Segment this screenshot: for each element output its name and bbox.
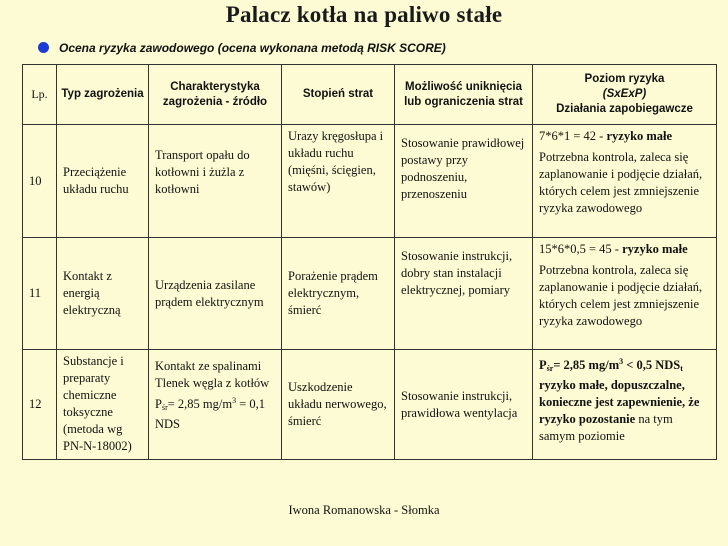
header-lp: Lp.	[23, 65, 57, 125]
row-mozliwosc: Stosowanie instrukcji, prawidłowa wentylacja	[395, 350, 533, 460]
char-p-sub: śr	[161, 403, 168, 412]
risk-calc: 7*6*1 = 42 -	[539, 129, 607, 143]
risk-tail: na tym samym poziomie	[539, 412, 673, 443]
row-stopien: Porażenie prądem elektrycznym, śmierć	[282, 238, 395, 350]
table-header-row	[23, 65, 717, 125]
char-sup: 3	[232, 396, 237, 405]
header-mozliwosc: Możliwość uniknięcia lub ograniczenia strat	[395, 65, 533, 125]
table-row	[23, 125, 717, 238]
footer-author: Iwona Romanowska - Słomka	[288, 503, 440, 517]
row-poziom	[533, 125, 717, 238]
row-typ: Kontakt z energią elektryczną	[57, 238, 149, 350]
table-row	[23, 350, 717, 460]
row-poziom	[533, 238, 717, 350]
header-charakterystyka: Charakterystyka zagrożenia - źródło	[149, 65, 282, 125]
risk-p: P	[539, 358, 547, 372]
row-lp: 11	[23, 238, 57, 350]
char-text: Kontakt ze spalinami Tlenek węgla z kotłów	[155, 359, 270, 390]
header-typ: Typ zagrożenia	[57, 65, 149, 125]
char-nds: = 0,1 NDS	[155, 397, 266, 431]
subtitle	[38, 41, 446, 55]
risk-value: = 2,85 mg/m	[553, 358, 620, 372]
char-p: P	[155, 397, 162, 411]
header-poziom	[533, 65, 717, 125]
bullet-icon	[38, 42, 49, 53]
row-charakterystyka: Transport opału do kotłowni i żużla z kotłowni	[149, 125, 282, 238]
header-poziom-line2: (SxExP)	[602, 88, 647, 100]
risk-label: ryzyko małe	[622, 242, 688, 256]
risk-label: ryzyko małe, dopuszczalne, konieczne jest zapewnienie, że ryzyko pozostanie	[539, 378, 700, 426]
row-stopien: Uszkodzenie układu nerwowego, śmierć	[282, 350, 395, 460]
header-poziom-line1: Poziom ryzyka	[584, 73, 665, 85]
row-mozliwosc: Stosowanie prawidłowej postawy przy podnoszeniu, przenoszeniu	[395, 125, 533, 238]
risk-table	[22, 64, 717, 460]
row-lp: 10	[23, 125, 57, 238]
risk-calc: 15*6*0,5 = 45 -	[539, 242, 623, 256]
risk-nds: < 0,5 NDS	[623, 358, 681, 372]
risk-p-sub: śr	[546, 364, 554, 373]
subtitle-text: Ocena ryzyka zawodowego (ocena wykonana metodą RISK SCORE)	[59, 41, 446, 55]
risk-desc: Potrzebna kontrola, zaleca się zaplanowanie i podjęcie działań, których celem jest zmniejszenie ryzyka zawodowego	[539, 263, 703, 328]
row-charakterystyka	[149, 350, 282, 460]
row-lp: 12	[23, 350, 57, 460]
row-typ: Substancje i preparaty chemiczne toksyczne (metoda wg PN-N-18002)	[57, 350, 149, 460]
char-value: = 2,85 mg/m	[167, 397, 233, 411]
row-charakterystyka: Urządzenia zasilane prądem elektrycznym	[149, 238, 282, 350]
page-title: Palacz kotła na paliwo stałe	[225, 2, 503, 27]
risk-nds-sub: t	[680, 364, 683, 373]
risk-desc: Potrzebna kontrola, zaleca się zaplanowanie i podjęcie działań, których celem jest zmniejszenie ryzyka zawodowego	[539, 150, 703, 215]
table-row	[23, 238, 717, 350]
header-stopien: Stopień strat	[282, 65, 395, 125]
row-typ: Przeciążenie układu ruchu	[57, 125, 149, 238]
row-poziom	[533, 350, 717, 460]
row-stopien: Urazy kręgosłupa i układu ruchu (mięśni, ścięgien, stawów)	[282, 125, 395, 238]
risk-sup: 3	[619, 357, 624, 366]
risk-label: ryzyko małe	[606, 129, 673, 143]
row-mozliwosc: Stosowanie instrukcji, dobry stan instalacji elektrycznej, pomiary	[395, 238, 533, 350]
header-poziom-line3: Działania zapobiegawcze	[556, 103, 693, 115]
